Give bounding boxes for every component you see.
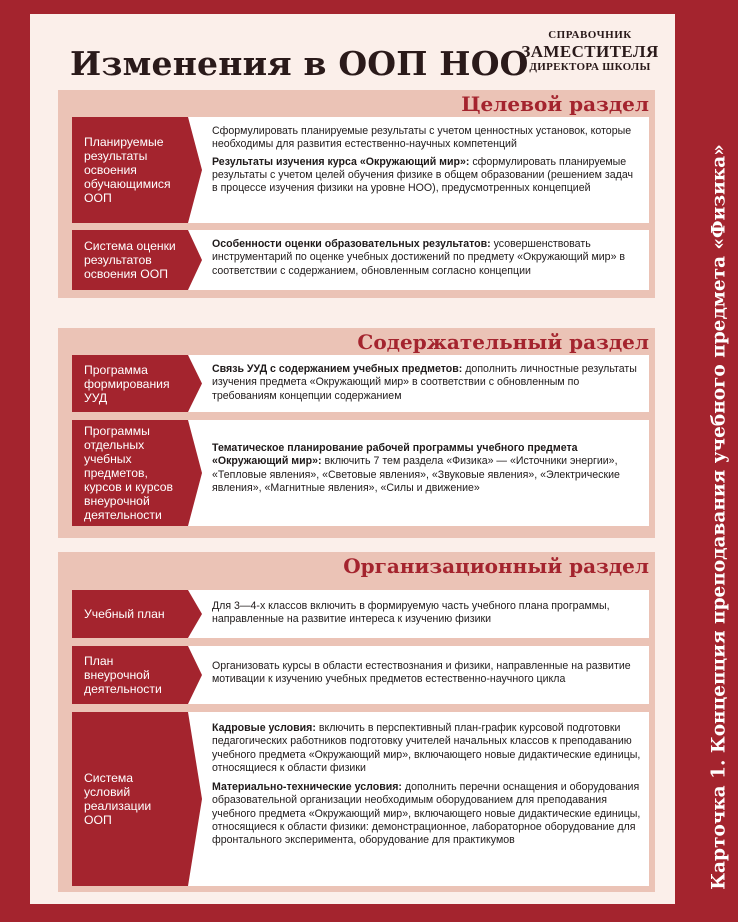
row-paragraph: Кадровые условия: включить в перспективный план-график курсовой подготовки педагогических работников подготовку учителей начальных классов к преподаванию учебного предмета «Окружающий мир», включающего новые дидактические единицы, относящиеся к области физики: [212, 722, 641, 774]
card-header: [30, 14, 675, 84]
row-label: Система условий реализации ООП: [72, 712, 188, 886]
row-label: Планируемые результаты освоения обучающимися ООП: [72, 117, 188, 223]
row-label: План внеурочной деятельности: [72, 646, 188, 704]
row-content: [212, 600, 641, 631]
row-content: [212, 238, 641, 282]
row-content: [212, 363, 641, 407]
logo-line-1: СПРАВОЧНИК: [548, 29, 632, 41]
row-paragraph: Особенности оценки образовательных результатов: усовершенствовать инструментарий по оценке учебных достижений по предмету «Окружающий мир» в соответствии с содержанием, обновленным согласно концепции: [212, 238, 626, 277]
row-content: [212, 722, 641, 852]
arrow-icon: [188, 646, 202, 704]
section-row: [72, 646, 649, 704]
section-row: [72, 355, 649, 412]
section-organization: [58, 552, 655, 892]
page-title: Изменения в ООП НОО: [70, 44, 529, 83]
row-label: Программа формирования УУД: [72, 355, 188, 412]
logo-line-3: ДИРЕКТОРА ШКОЛЫ: [529, 61, 651, 73]
publication-logo: [519, 30, 661, 73]
section-title: Организационный раздел: [343, 554, 649, 578]
row-paragraph: Для 3—4-х классов включить в формируемую часть учебного плана программы, направленные на развитие интереса к изучению физики: [212, 600, 610, 626]
section-row: [72, 712, 649, 886]
section-title: Содержательный раздел: [357, 330, 649, 354]
row-paragraph: Сформулировать планируемые результаты с учетом ценностных установок, которые необходимы для развития естественно-научных компетенций: [212, 125, 632, 151]
row-paragraph: Связь УУД с содержанием учебных предметов: дополнить личностные результаты изучения предмета «Окружающий мир» в соответствии с обновленным по требованиям концепции содержанием: [212, 363, 637, 402]
info-card: [30, 14, 675, 904]
arrow-icon: [188, 355, 202, 412]
arrow-icon: [188, 117, 202, 223]
side-caption: Карточка 1. Концепция преподавания учебного предмета «Физика»: [708, 144, 730, 890]
row-paragraph: Материально-технические условия: дополнить перечни оснащения и оборудования образовательной организации необходимым оборудованием для преподавания учебного предмета «Окружающий мир», включающего новые дидактические единицы, относящиеся к области физики: демонстрационное, лабораторное оборудование для фронтального эксперимента, оборудование для практикумов: [212, 781, 641, 847]
row-label: Программы отдельных учебных предметов, курсов и курсов внеурочной деятельности: [72, 420, 188, 526]
section-target: [58, 90, 655, 298]
row-paragraph: Результаты изучения курса «Окружающий мир»: сформулировать планируемые результаты с учетом целей обучения физике в общем образовании (решением задач в процессе изучения физики на уровне НОО), предусмотренных концепцией: [212, 155, 634, 195]
arrow-icon: [188, 230, 202, 290]
side-caption-strip: [700, 0, 738, 922]
section-row: [72, 420, 649, 526]
section-title: Целевой раздел: [461, 92, 649, 116]
arrow-icon: [188, 590, 202, 638]
section-content: [58, 328, 655, 538]
logo-line-2: ЗАМЕСТИТЕЛЯ: [521, 42, 659, 61]
row-content: [212, 125, 641, 199]
section-row: [72, 590, 649, 638]
row-content: [212, 442, 641, 499]
row-label: Учебный план: [72, 590, 188, 638]
arrow-icon: [188, 712, 202, 886]
section-row: [72, 230, 649, 290]
row-paragraph: Тематическое планирование рабочей программы учебного предмета «Окружающий мир»: включить 7 тем раздела «Физика» — «Источники энергии», «Тепловые явления», «Световые явления», «Звуковые явления», «Электрические явления», «Магнитные явления», «Силы и движение»: [212, 442, 620, 494]
section-row: [72, 117, 649, 223]
arrow-icon: [188, 420, 202, 526]
row-content: [212, 660, 641, 691]
row-label: Система оценки результатов освоения ООП: [72, 230, 188, 290]
row-paragraph: Организовать курсы в области естествознания и физики, направленные на развитие мотивации к изучению учебных предметов естественно-научного цикла: [212, 660, 631, 686]
